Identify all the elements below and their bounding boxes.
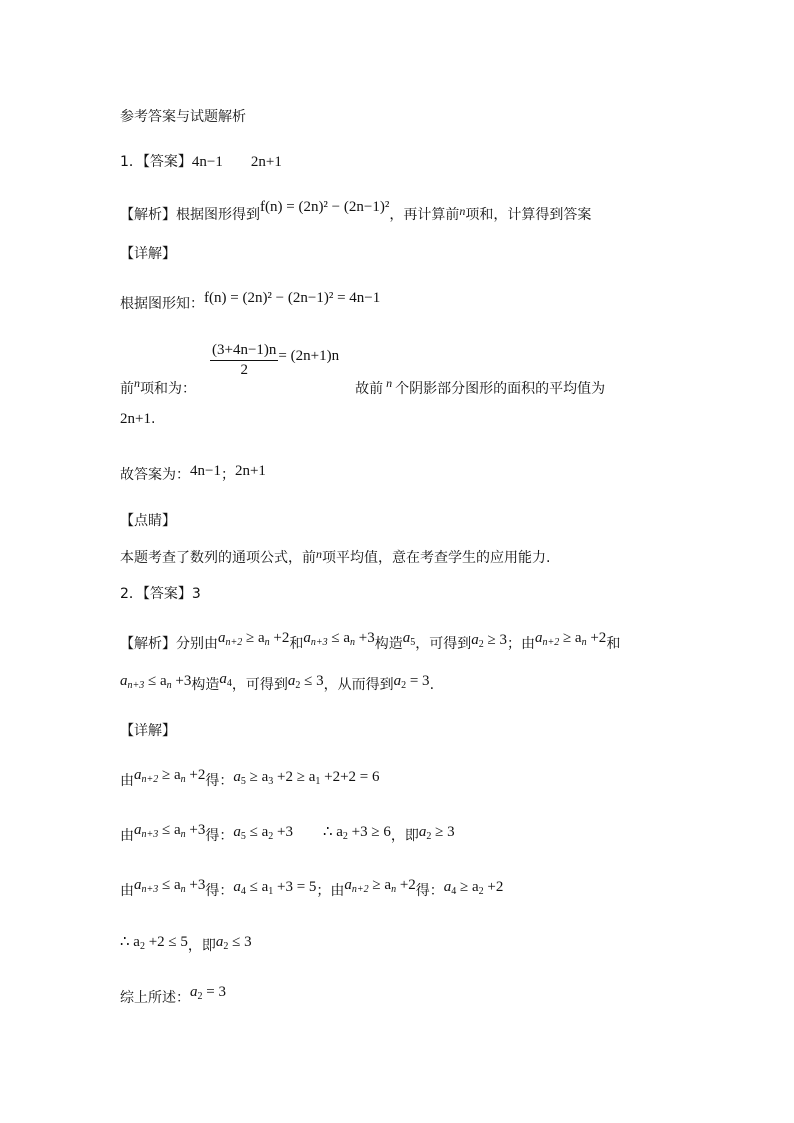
q1-xiangjie-label: 【详解】 bbox=[120, 246, 176, 262]
q2-sum-prefix: 综上所述： bbox=[120, 990, 190, 1006]
q2-jiexi-you: ；由 bbox=[506, 636, 535, 652]
q2-d2-result: $a_5 \le a_2 +3$ bbox=[233, 824, 293, 842]
q2-sum-formula: $a_2 = 3$ bbox=[190, 984, 226, 1002]
q2-l2-res: $a_2 = 3$ bbox=[393, 673, 430, 691]
q2-d4-j: $a_2 \le 3$ bbox=[215, 934, 252, 952]
q1-fraction bbox=[210, 342, 278, 379]
q2-answer-line: 2．【答案】3 bbox=[120, 586, 201, 602]
q2-d1-de: 得： bbox=[205, 773, 234, 789]
q1-dianjing-n: n bbox=[316, 547, 322, 561]
q1-line3-formula: 2n+1 bbox=[120, 411, 151, 427]
q2-d1-condition: $a_{n+2} \ge a_n +2$ bbox=[134, 767, 206, 785]
q1-head: 1．【答案】 bbox=[120, 154, 192, 170]
q1-line2-tail-n: n bbox=[386, 375, 393, 390]
q2-detail-line-4 bbox=[120, 936, 252, 961]
q2-l2-a4: $a_4$ bbox=[219, 671, 232, 689]
q2-l2-gouzao: 构造 bbox=[191, 677, 220, 693]
q2-d2-therefore: ∴ $a_2 +3 \ge 6$ bbox=[322, 824, 391, 842]
q1-line1-prefix: 根据图形知： bbox=[120, 296, 204, 312]
q1-dianjing-label: 【点睛】 bbox=[120, 513, 176, 529]
q1-answer-line bbox=[120, 152, 282, 172]
q1-answer-1: 4n−1 bbox=[191, 154, 223, 170]
q2-detail-line-3 bbox=[120, 877, 504, 906]
q2-d3-result-2: $a_4 \ge a_2 +2$ bbox=[443, 879, 504, 897]
q2-detail-line-1 bbox=[120, 767, 380, 796]
q1-detail-line-1 bbox=[120, 290, 381, 314]
q1-dianjing-text bbox=[120, 548, 550, 568]
q2-d3-de: 得： bbox=[205, 883, 234, 899]
q2-d3-you2: ；由 bbox=[316, 883, 345, 899]
q2-detail-line-2 bbox=[120, 822, 455, 851]
q2-d3-you: 由 bbox=[120, 883, 134, 899]
q1-line2-tail-a: 故前 bbox=[355, 380, 384, 397]
q1-line2-tail-b: 个阴影部分图形的面积的平均值为 bbox=[395, 380, 606, 397]
q2-d2-you: 由 bbox=[120, 828, 134, 844]
q1-frac-den: 2 bbox=[240, 362, 248, 378]
q2-l2-dot: . bbox=[429, 677, 435, 693]
q2-jiexi-he2: 和 bbox=[606, 636, 621, 652]
q2-d1-result: $a_5 \ge a_3 +2 \ge a_1 +2+2 = 6$ bbox=[233, 769, 380, 787]
q1-dianjing-b: 项平均值，意在考查学生的应用能力. bbox=[322, 550, 551, 566]
q2-d4-therefore: ∴ $a_2 +2 \le 5$ bbox=[120, 934, 188, 952]
q2-d3-de2: 得： bbox=[415, 883, 444, 899]
q2-d3-condition: $a_{n+3} \le a_n +3$ bbox=[134, 877, 206, 895]
q1-jiexi-n: n bbox=[459, 204, 466, 218]
q1-line3-tail: . bbox=[150, 411, 156, 427]
q1-jiexi-label: 【解析】根据图形得到 bbox=[120, 207, 260, 223]
q2-d2-condition: $a_{n+3} \le a_n +3$ bbox=[134, 822, 206, 840]
q1-answer-prefix: 故答案为： bbox=[120, 467, 190, 483]
q1-line2-mid: 项和为： bbox=[140, 380, 196, 397]
q2-xiangjie-label: 【详解】 bbox=[120, 723, 176, 739]
q2-d1-you: 由 bbox=[120, 773, 134, 789]
q2-d3-condition-2: $a_{n+2} \ge a_n +2$ bbox=[344, 877, 416, 895]
q1-answer-summary-2: 2n+1 bbox=[234, 463, 266, 479]
q2-d4-ji: ，即 bbox=[187, 938, 216, 954]
q1-line1-formula: f(n) = (2n)² − (2n−1)² = 4n−1 bbox=[204, 290, 381, 306]
q2-l2-f: $a_{n+3} \le a_n +3$ bbox=[120, 673, 192, 691]
q2-summary bbox=[120, 984, 226, 1013]
q1-dianjing-a: 本题考查了数列的通项公式，前 bbox=[120, 550, 316, 566]
q1-answer-sep: ； bbox=[220, 467, 235, 483]
q1-answer-summary-1: 4n−1 bbox=[190, 463, 221, 479]
q1-line2-prefix: 前 bbox=[120, 380, 134, 397]
q2-jiexi-a5: $a_5$ bbox=[402, 630, 416, 648]
q1-jiexi-formula: f(n) = (2n)² − (2n−1)² bbox=[260, 199, 390, 215]
q2-d2-j: $a_2 \ge 3$ bbox=[418, 824, 455, 842]
page-title: 参考答案与试题解析 bbox=[120, 109, 246, 125]
q2-jiexi-a: 【解析】分别由 bbox=[120, 636, 218, 652]
q1-frac-num: (3+4n−1)n bbox=[210, 342, 278, 361]
q2-jiexi-r1: $a_2 \ge 3$ bbox=[471, 632, 507, 650]
q1-jiexi-mid: ，再计算前 bbox=[389, 207, 460, 223]
q2-jiexi-f1: $a_{n+2} \ge a_n +2$ bbox=[218, 630, 290, 648]
q2-d2-de: 得： bbox=[205, 828, 234, 844]
q2-jiexi-f3: $a_{n+2} \ge a_n +2$ bbox=[534, 630, 607, 648]
q1-detail-line-3 bbox=[120, 409, 155, 429]
q1-detail-line-2 bbox=[120, 342, 606, 397]
q2-jiexi-gouzao: 构造 bbox=[374, 636, 403, 652]
q2-jiexi-f2: $a_{n+3} \le a_n +3$ bbox=[303, 630, 375, 648]
q1-jiexi-line bbox=[120, 199, 592, 225]
q2-jiexi-line-1 bbox=[120, 630, 621, 659]
q2-l2-cong: ，从而得到 bbox=[323, 677, 394, 693]
q2-jiexi-he: 和 bbox=[289, 636, 304, 652]
q2-l2-kede: ，可得到 bbox=[231, 677, 288, 693]
q2-l2-r: $a_2 \le 3$ bbox=[287, 673, 324, 691]
q2-jiexi-kede: ，可得到 bbox=[415, 636, 472, 652]
q2-d2-ji: ，即 bbox=[390, 828, 419, 844]
q1-answer-2: 2n+1 bbox=[250, 154, 282, 170]
q1-line2-n: n bbox=[134, 375, 140, 390]
q1-answer-summary bbox=[120, 465, 266, 485]
q1-jiexi-tail: 项和，计算得到答案 bbox=[465, 207, 592, 223]
q2-jiexi-line-2 bbox=[120, 671, 435, 700]
q2-d3-result: $a_4 \le a_1 +3 = 5$ bbox=[233, 879, 317, 897]
q1-frac-rhs: = (2n+1)n bbox=[278, 348, 340, 364]
